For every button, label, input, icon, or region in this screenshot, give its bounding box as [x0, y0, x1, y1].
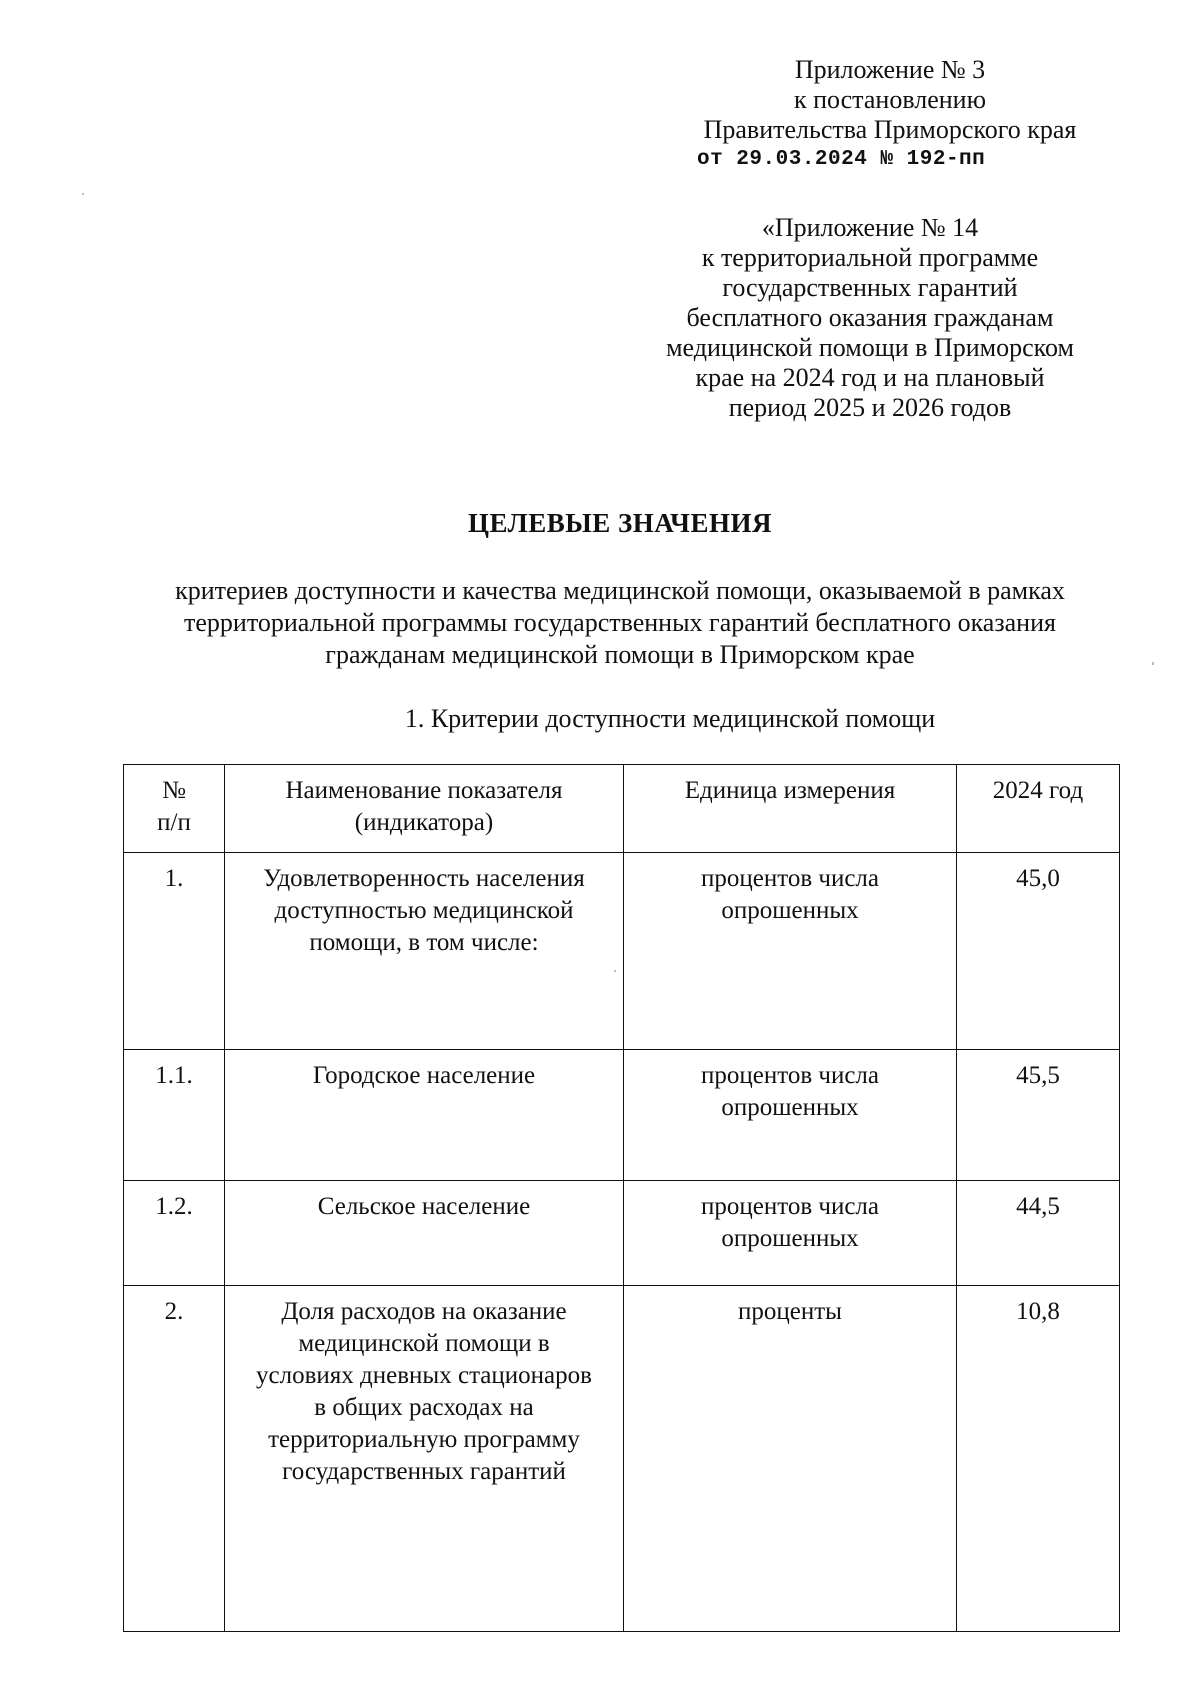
cell-line: опрошенных	[721, 897, 859, 924]
header-cell-name	[225, 765, 624, 853]
cell-line: процентов числа	[700, 865, 879, 892]
table-row	[124, 1050, 1120, 1181]
header-text: (индикатора)	[354, 809, 494, 836]
cell-line: опрошенных	[721, 1225, 859, 1252]
row-name-cell	[225, 1286, 624, 1632]
section-heading: 1. Критерии доступности медицинской помощи	[404, 704, 936, 733]
appendix-3-line: Правительства Приморского края	[703, 115, 1077, 144]
table-row	[124, 1286, 1120, 1632]
row-unit-cell	[624, 853, 957, 1050]
criteria-table	[123, 764, 1120, 1632]
cell-line: проценты	[738, 1298, 842, 1325]
appendix-14-line: государственных гарантий	[722, 273, 1018, 302]
cell-line: условиях дневных стационаров	[256, 1362, 592, 1389]
table-row	[124, 1181, 1120, 1286]
appendix-14-line: крае на 2024 год и на плановый	[695, 363, 1045, 392]
row-number-cell: 1.2.	[124, 1181, 225, 1286]
table-header-row	[124, 765, 1120, 853]
row-unit-cell	[624, 1181, 957, 1286]
scan-speck	[614, 970, 616, 972]
header-text: №	[162, 777, 186, 804]
cell-line: Городское население	[312, 1062, 536, 1089]
scan-speck	[82, 193, 84, 195]
row-name-cell	[225, 1181, 624, 1286]
appendix-14-line: бесплатного оказания гражданам	[686, 303, 1054, 332]
header-cell-unit	[624, 765, 957, 853]
row-number-cell: 1.	[124, 853, 225, 1050]
cell-line: доступностью медицинской	[274, 897, 574, 924]
subtitle-line: территориальной программы государственных гарантий бесплатного оказания	[184, 608, 1056, 637]
row-name-cell	[225, 1050, 624, 1181]
cell-line: Удовлетворенность населения	[263, 865, 585, 892]
header-text: 2024 год	[992, 777, 1084, 804]
scan-speck	[1152, 662, 1154, 665]
row-value-cell: 10,8	[957, 1286, 1120, 1632]
header-text: п/п	[157, 809, 191, 836]
appendix-14-header	[630, 213, 1110, 423]
table-row	[124, 853, 1120, 1050]
appendix-14-line: к территориальной программе	[701, 243, 1039, 272]
row-unit-cell	[624, 1050, 957, 1181]
cell-line: Сельское население	[317, 1193, 531, 1220]
cell-line: помощи, в том числе:	[309, 929, 539, 956]
cell-line: опрошенных	[721, 1094, 859, 1121]
row-name-cell	[225, 853, 624, 1050]
header-text: Наименование показателя	[285, 777, 563, 804]
row-number-cell: 2.	[124, 1286, 225, 1632]
cell-line: территориальную программу	[268, 1426, 580, 1453]
cell-line: государственных гарантий	[282, 1458, 566, 1485]
header-cell-year	[957, 765, 1120, 853]
appendix-3-line: Приложение № 3	[794, 55, 986, 84]
row-number-cell: 1.1.	[124, 1050, 225, 1181]
appendix-14-line: период 2025 и 2026 годов	[728, 393, 1012, 422]
cell-line: в общих расходах на	[314, 1394, 534, 1421]
row-unit-cell	[624, 1286, 957, 1632]
appendix-3-line: к постановлению	[793, 85, 987, 114]
document-title: ЦЕЛЕВЫЕ ЗНАЧЕНИЯ	[467, 508, 773, 538]
subtitle-line: гражданам медицинской помощи в Приморском крае	[325, 640, 915, 669]
cell-line: Доля расходов на оказание	[281, 1298, 567, 1325]
cell-line: процентов числа	[700, 1062, 879, 1089]
appendix-14-line: «Приложение № 14	[761, 213, 979, 242]
row-value-cell: 44,5	[957, 1181, 1120, 1286]
header-text: Единица измерения	[684, 777, 896, 804]
appendix-14-line: медицинской помощи в Приморском	[666, 333, 1074, 362]
registration-stamp: от 29.03.2024 № 192-пп	[697, 148, 986, 171]
row-value-cell: 45,5	[957, 1050, 1120, 1181]
appendix-3-header	[680, 55, 1100, 175]
document-subtitle	[120, 575, 1120, 671]
header-cell-number	[124, 765, 225, 853]
subtitle-line: критериев доступности и качества медицинской помощи, оказываемой в рамках	[175, 576, 1065, 605]
cell-line: процентов числа	[700, 1193, 879, 1220]
cell-line: медицинской помощи в	[298, 1330, 550, 1357]
row-value-cell: 45,0	[957, 853, 1120, 1050]
